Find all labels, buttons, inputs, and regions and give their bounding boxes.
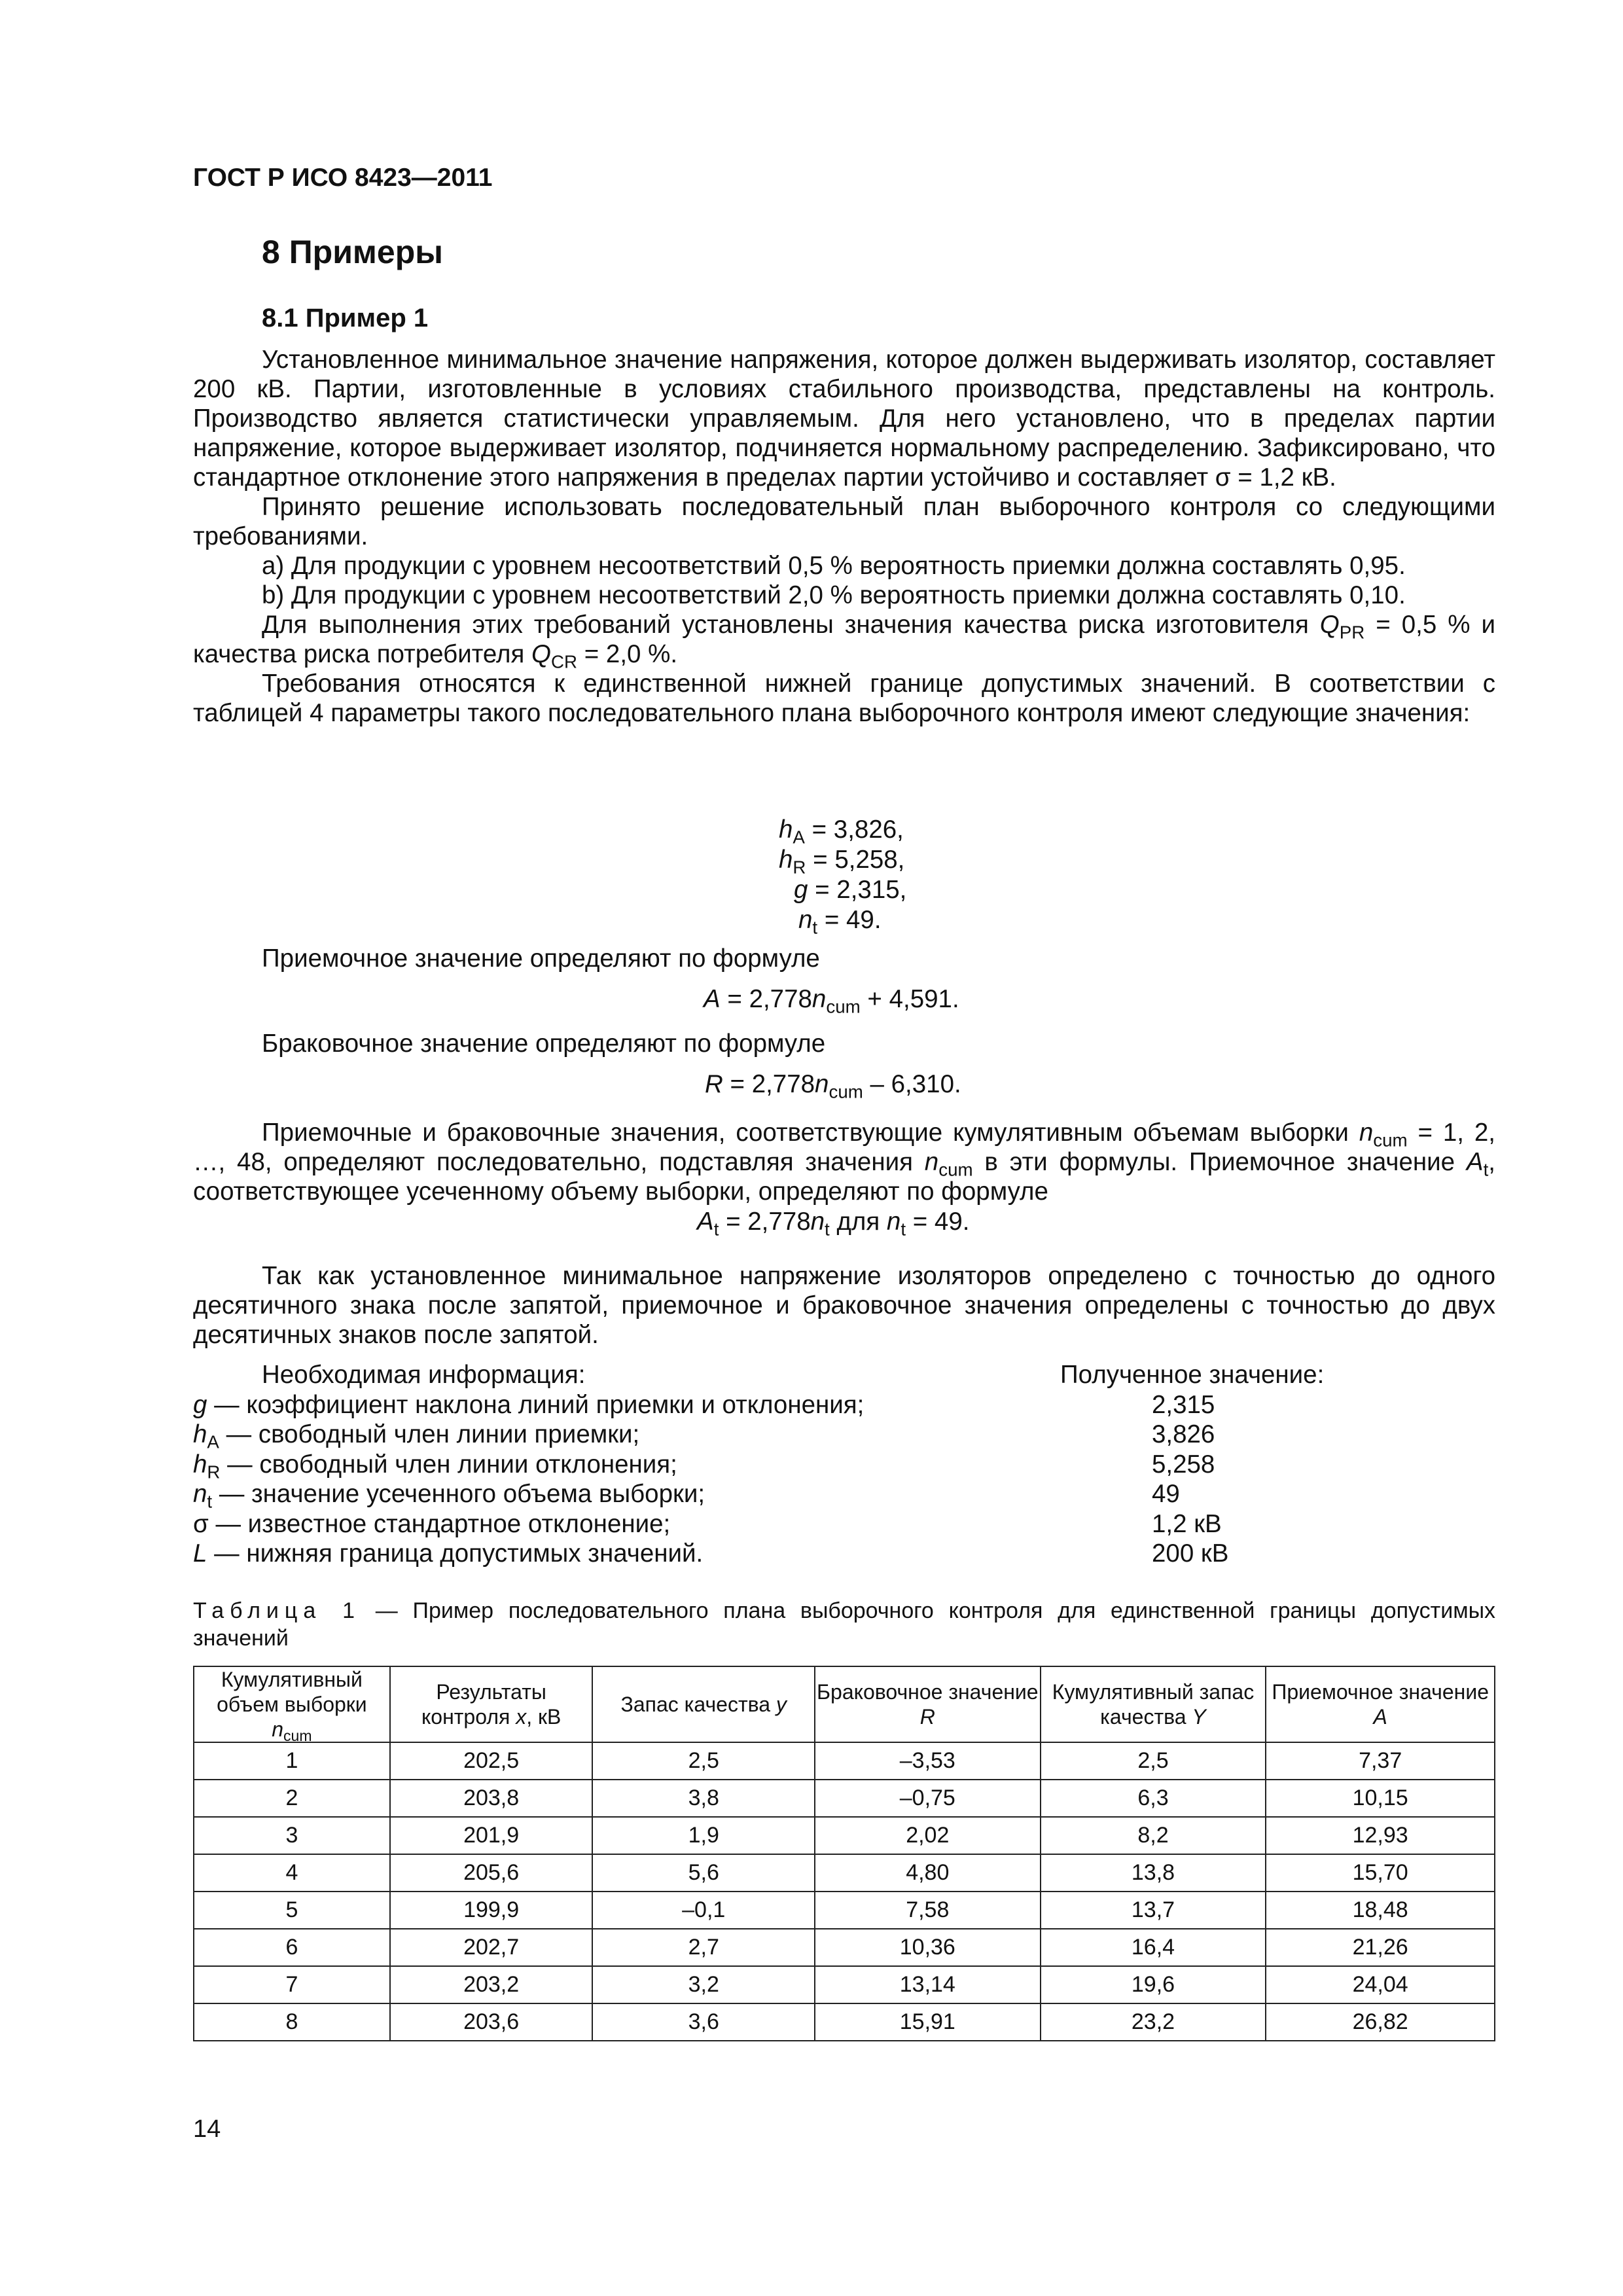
table-row: 2 203,8 3,8 –0,75 6,3 10,15 [194, 1780, 1495, 1817]
information-row: $h_R$ — свободный член линии отклонения; 5,258 [193, 1450, 1495, 1480]
table-caption-label: Таблица 1 [193, 1598, 361, 1623]
table-row: 5 199,9 –0,1 7,58 13,7 18,48 [194, 1892, 1495, 1929]
paragraph-requirements: Установленное минимальное значение напряжения, которое должен выдерживать изолятор, составляет 200 кВ. Партии, изготовленные в условиях стабильного производства, представлены на контроль. Производство является статистически управляемым. Для него установлено, что в пределах партии напряжение, которое выдерживает изолятор, подчиняется нормальному распределению. Зафиксировано, что стандартное отклонение этого напряжения в пределах партии устойчиво и составляет σ = 1,2 кВ. [193, 346, 1495, 492]
cumulative-text-block [193, 1118, 1495, 1206]
column-header-rejection-value: Браковочное значение R [815, 1666, 1041, 1742]
paragraph-risk-quality: Для выполнения этих требований установлены значения качества риска изготовителя $Q_{PR} = 0,5$ % и качества риска потребителя $Q_{CR} = 2,0$ %. [193, 611, 1496, 672]
standard-designation: ГОСТ Р ИСО 8423—2011 [193, 164, 493, 192]
formula-rejection: $R = 2,778n_{cum} - 6,310$. [705, 1070, 961, 1102]
table-row: 4 205,6 5,6 4,80 13,8 15,70 [194, 1854, 1495, 1892]
column-header-results: Результаты контроля x, кВ [390, 1666, 593, 1742]
information-value: 1,2 кВ [1152, 1509, 1222, 1538]
page-number: 14 [193, 2115, 221, 2143]
table-caption [193, 1597, 1495, 1652]
information-row: $n_t$ — значение усеченного объема выборки; 49 [193, 1479, 1495, 1509]
information-value: 49 [1152, 1480, 1180, 1508]
paragraph-rejection-intro: Браковочное значение определяют по формуле [262, 1030, 826, 1058]
list-item-b: b) Для продукции с уровнем несоответствий 2,0 % вероятность приемки должна составлять 0,10. [262, 581, 1406, 609]
paragraph-table-reference: Требования относятся к единственной нижней границе допустимых значений. В соответствии с таблицей 4 параметры такого последовательного плана выборочного контроля имеют следующие значения: [193, 670, 1495, 727]
information-header [193, 1360, 1495, 1390]
list-item-a: a) Для продукции с уровнем несоответствий 0,5 % вероятность приемки должна составлять 0,95. [262, 552, 1406, 580]
column-header-cumulative-margin: Кумулятивный запас качества Y [1041, 1666, 1266, 1742]
param-hR: $h_R = 5,258$, [779, 846, 905, 878]
paragraph-plan-decision: Принято решение использовать последовательный план выборочного контроля со следующими требованиями. [193, 493, 1495, 550]
information-value: 3,826 [1152, 1420, 1215, 1448]
formula-acceptance: $A = 2,778n_{cum} + 4,591$. [704, 985, 959, 1017]
table-row: 3 201,9 1,9 2,02 8,2 12,93 [194, 1817, 1495, 1854]
information-value: 2,315 [1152, 1390, 1215, 1419]
section-number: 8 [262, 234, 280, 270]
subsection-title: Пример 1 [305, 304, 429, 332]
information-header-left: Необходимая информация: [262, 1361, 586, 1389]
column-header-acceptance-value: Приемочное значение A [1266, 1666, 1495, 1742]
paragraph-precision: Так как установленное минимальное напряжение изоляторов определено с точностью до одного десятичного знака после запятой, приемочное и браковочное значения определены с точностью до двух десятичных знаков после запятой. [193, 1262, 1495, 1349]
information-value: 200 кВ [1152, 1539, 1229, 1568]
information-row: g — коэффициент наклона линий приемки и отклонения; 2,315 [193, 1390, 1495, 1420]
param-nt: $n_t = 49$. [798, 906, 882, 938]
table-row: 7 203,2 3,2 13,14 19,6 24,04 [194, 1966, 1495, 2003]
section-heading [262, 233, 443, 271]
paragraph-cumulative: Приемочные и браковочные значения, соответствующие кумулятивным объемам выборки $n_{cum} = 1$, 2, …, 48, определяют последовательно, подставляя значения $n_{cum}$ в эти формулы. Приемочное значение $A_t$, соответствующее усеченному объему выборки, определяют по формуле [193, 1119, 1495, 1206]
information-header-right: Полученное значение: [1060, 1361, 1325, 1389]
information-value: 5,258 [1152, 1450, 1215, 1479]
column-header-quality-margin: Запас качества y [592, 1666, 815, 1742]
intro-text-block [193, 345, 1495, 728]
column-header-cumulative-sample: Кумулятивный объем выборки $n_{cum}$ [194, 1666, 390, 1742]
subsection-number: 8.1 [262, 304, 298, 332]
param-hA: $h_A = 3,826$, [779, 816, 904, 848]
table-row: 6 202,7 2,7 10,36 16,4 21,26 [194, 1929, 1495, 1966]
information-row: $h_A$ — свободный член линии приемки; 3,826 [193, 1420, 1495, 1450]
information-list [193, 1360, 1495, 1569]
sequential-plan-table [193, 1666, 1495, 2041]
table-row: 1 202,5 2,5 –3,53 2,5 7,37 [194, 1742, 1495, 1780]
paragraph-acceptance-intro: Приемочное значение определяют по формуле [262, 944, 820, 973]
subsection-heading [262, 304, 428, 333]
formula-truncated-acceptance: $A_t = 2,778n_t$ для $n_t = 49$. [697, 1208, 970, 1240]
table-row: 8 203,6 3,6 15,91 23,2 26,82 [194, 2003, 1495, 2041]
information-row: L — нижняя граница допустимых значений. 200 кВ [193, 1539, 1495, 1569]
param-g: g = 2,315, [794, 876, 907, 904]
table-header-row [194, 1666, 1495, 1742]
table-caption-text: — Пример последовательного плана выборочного контроля для единственной границы допустимых значений [193, 1598, 1496, 1651]
information-row: σ — известное стандартное отклонение; 1,2 кВ [193, 1509, 1495, 1539]
precision-text-block [193, 1261, 1495, 1350]
section-title: Примеры [289, 234, 443, 270]
